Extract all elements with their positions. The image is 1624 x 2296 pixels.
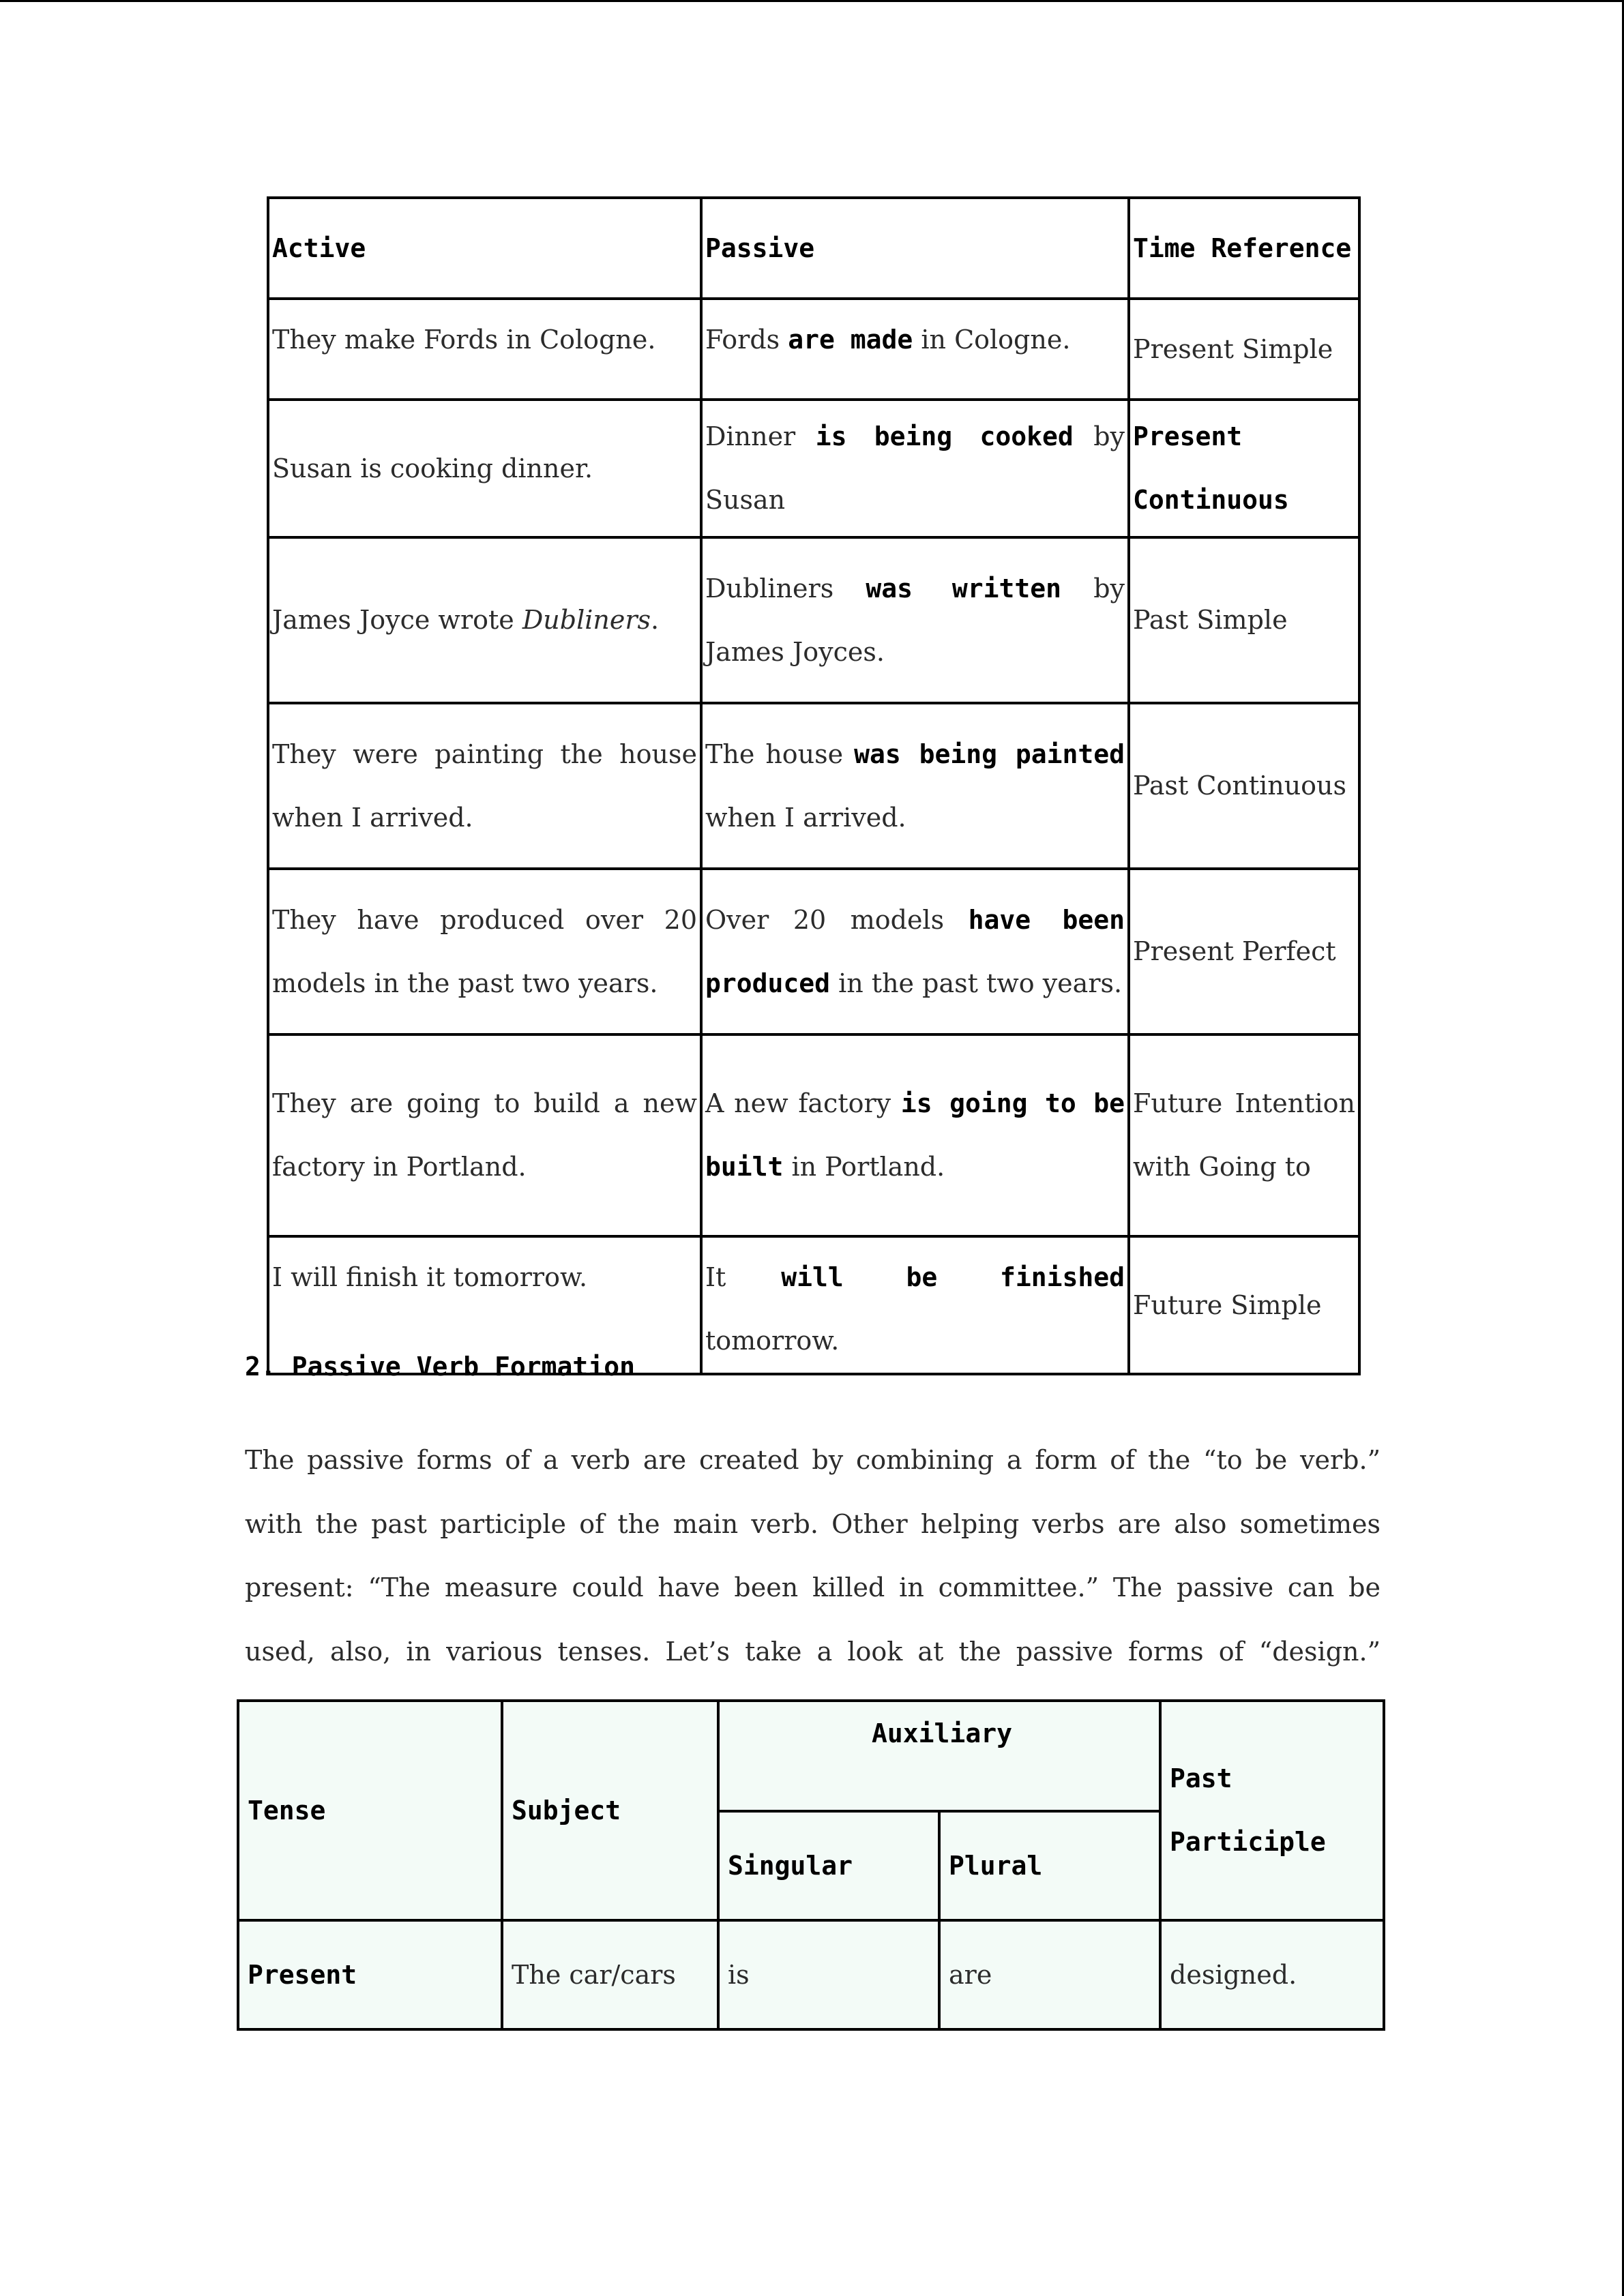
passive-text: in the past two years.: [830, 968, 1123, 998]
active-cell: Susan is cooking dinner.: [268, 400, 701, 537]
paragraph-line: used, also, in various tenses. Let’s take a look at the passive forms of “design.”: [245, 1636, 1381, 1667]
table-row: [238, 1920, 1384, 2029]
passive-verb: is going to be built: [705, 1088, 1125, 1182]
paragraph-line: The passive forms of a verb are created by combining a form of the “to be verb.”: [245, 1445, 1381, 1475]
section-paragraph: [245, 1429, 1381, 1684]
time-reference-cell: Past Continuous: [1129, 703, 1359, 869]
passive-text: when I arrived.: [705, 802, 906, 833]
page-border-top: [0, 0, 1624, 2]
table-row: [268, 537, 1359, 703]
time-reference-cell: Past Simple: [1129, 537, 1359, 703]
passive-text: The house: [705, 739, 855, 769]
header-time-reference: Time Reference: [1129, 198, 1359, 299]
passive-verb: will be finished: [781, 1262, 1125, 1292]
table-header-row: [268, 198, 1359, 299]
passive-text: Dubliners: [705, 573, 866, 603]
active-passive-table: [267, 196, 1361, 1375]
passive-cell: [701, 299, 1129, 400]
passive-text: by James Joyces.: [705, 573, 1125, 667]
active-cell: They make Fords in Cologne.: [268, 299, 701, 400]
table-header-row: [238, 1701, 1384, 1811]
active-cell: I will finish it tomorrow.: [268, 1236, 701, 1374]
header-passive: Passive: [701, 198, 1129, 299]
header-subject: Subject: [502, 1701, 718, 1920]
active-cell: [268, 537, 701, 703]
time-reference-cell: Future Simple: [1129, 1236, 1359, 1374]
singular-cell: is: [718, 1920, 939, 2029]
active-cell: They are going to build a new factory in Portland.: [268, 1034, 701, 1236]
time-reference-cell: Future Intention with Going to: [1129, 1034, 1359, 1236]
passive-cell: [701, 703, 1129, 869]
passive-text: in Portland.: [783, 1152, 945, 1182]
time-reference-cell: Present Continuous: [1129, 400, 1359, 537]
header-active: Active: [268, 198, 701, 299]
passive-text: tomorrow.: [705, 1326, 840, 1356]
passive-verb: was written: [866, 573, 1062, 603]
paragraph-line: present: “The measure could have been killed in committee.” The passive can be: [245, 1572, 1381, 1602]
header-auxiliary: Auxiliary: [718, 1701, 1160, 1811]
section-heading: 2. Passive Verb Formation: [245, 1352, 635, 1382]
passive-text: It: [705, 1262, 782, 1292]
active-cell: They were painting the house when I arrived.: [268, 703, 701, 869]
passive-verb: are made: [788, 325, 913, 355]
book-title: Dubliners: [522, 605, 651, 635]
active-text: .: [651, 605, 660, 635]
passive-cell: [701, 400, 1129, 537]
passive-cell: [701, 537, 1129, 703]
header-past-participle: Past Participle: [1160, 1701, 1384, 1920]
passive-formation-table: [237, 1699, 1385, 2031]
passive-verb: have been produced: [705, 904, 1125, 998]
passive-text: Over 20 models: [705, 904, 969, 935]
header-tense: Tense: [238, 1701, 502, 1920]
subject-cell: The car/cars: [502, 1920, 718, 2029]
passive-cell: [701, 869, 1129, 1034]
table-row: [268, 869, 1359, 1034]
passive-verb: is being cooked: [815, 421, 1074, 451]
header-plural: Plural: [939, 1811, 1160, 1920]
table-row: [268, 299, 1359, 400]
time-reference-cell: Present Simple: [1129, 299, 1359, 400]
passive-cell: [701, 1236, 1129, 1374]
table-row: [268, 400, 1359, 537]
time-reference-cell: Present Perfect: [1129, 869, 1359, 1034]
table-row: [268, 1034, 1359, 1236]
past-participle-cell: designed.: [1160, 1920, 1384, 2029]
active-text: James Joyce wrote: [272, 605, 522, 635]
passive-text: A new factory: [705, 1088, 901, 1118]
passive-verb: was being painted: [854, 739, 1125, 769]
passive-text: Fords: [705, 325, 788, 355]
active-cell: They have produced over 20 models in the past two years.: [268, 869, 701, 1034]
passive-text: in Cologne.: [913, 325, 1071, 355]
plural-cell: are: [939, 1920, 1160, 2029]
paragraph-line: with the past participle of the main verb. Other helping verbs are also sometimes: [245, 1508, 1381, 1539]
passive-text: by Susan: [705, 421, 1125, 515]
passive-text: Dinner: [705, 421, 816, 451]
passive-cell: [701, 1034, 1129, 1236]
table-row: [268, 703, 1359, 869]
tense-cell: Present: [238, 1920, 502, 2029]
header-singular: Singular: [718, 1811, 939, 1920]
